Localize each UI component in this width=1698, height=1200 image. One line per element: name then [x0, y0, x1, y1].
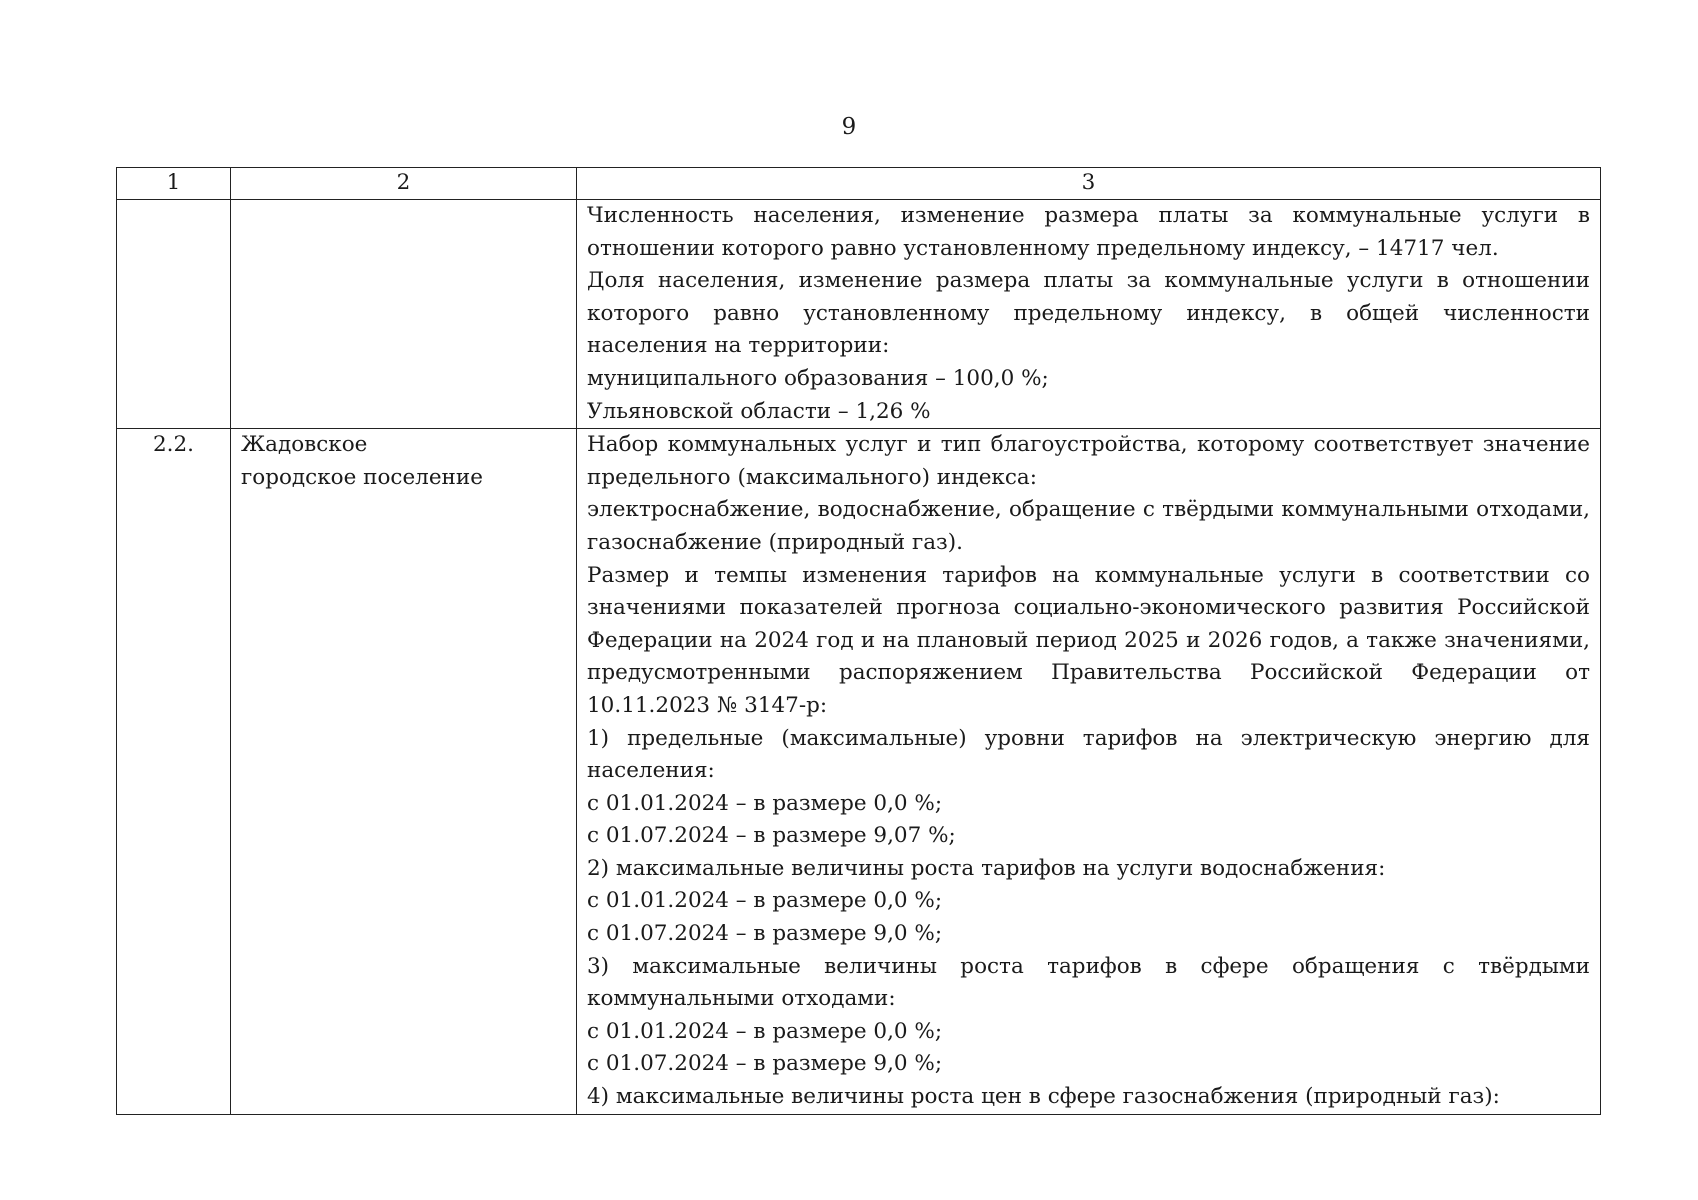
row-name-cell — [231, 429, 577, 1114]
content-line: с 01.07.2024 – в размере 9,07 %; — [587, 823, 956, 849]
tariff-table — [116, 167, 1601, 1115]
settlement-name-line: городское поселение — [241, 464, 483, 490]
content-line: с 01.01.2024 – в размере 0,0 %; — [587, 790, 943, 816]
column-header-3: 3 — [577, 168, 1601, 200]
content-line: Ульяновской области – 1,26 % — [587, 398, 931, 424]
content-paragraph: 3) максимальные величины роста тарифов в сфере обращения с твёрдыми коммунальными отходами: — [587, 953, 1590, 1012]
content-paragraph: Численность населения, изменение размера платы за коммунальные услуги в отношении которого равно установленному предельному индексу, – 14717 чел. — [587, 203, 1590, 261]
content-line: 2) максимальные величины роста тарифов на услуги водоснабжения: — [587, 855, 1386, 881]
content-paragraph: Размер и темпы изменения тарифов на коммунальные услуги в соответствии со значениями показателей прогноза социально-экономического развития Российской Федерации на 2024 год и на плановый период 2025 и 2026 годов, а также значениями, предусмотренными распоряжением Правительства Российской Федерации от 10.11.2023 № 3147-р: — [587, 562, 1590, 718]
content-paragraph: Доля населения, изменение размера платы за коммунальные услуги в отношении которого равно установленному предельному индексу, в общей численности населения на территории: — [587, 268, 1590, 359]
content-paragraph: электроснабжение, водоснабжение, обращение с твёрдыми коммунальными отходами, газоснабжение (природный газ). — [587, 497, 1590, 555]
table-header-row — [117, 168, 1601, 200]
settlement-name-line: Жадовское — [241, 432, 368, 458]
content-line: муниципального образования – 100,0 %; — [587, 365, 1049, 391]
content-paragraph: 1) предельные (максимальные) уровни тарифов на электрическую энергию для населения: — [587, 725, 1590, 784]
table-row — [117, 429, 1601, 1114]
row-content-cell — [577, 429, 1601, 1114]
page-number: 9 — [841, 114, 857, 140]
row-number-cell: 2.2. — [117, 429, 231, 1114]
row-content-cell — [577, 200, 1601, 429]
content-line: с 01.01.2024 – в размере 0,0 %; — [587, 1018, 943, 1044]
content-line: с 01.01.2024 – в размере 0,0 %; — [587, 888, 943, 914]
column-header-2: 2 — [231, 168, 577, 200]
column-header-1: 1 — [117, 168, 231, 200]
row-number-cell — [117, 200, 231, 429]
content-line: 4) максимальные величины роста цен в сфере газоснабжения (природный газ): — [587, 1084, 1500, 1110]
content-line: с 01.07.2024 – в размере 9,0 %; — [587, 921, 943, 947]
content-line: с 01.07.2024 – в размере 9,0 %; — [587, 1051, 943, 1077]
row-name-cell — [231, 200, 577, 429]
table-row — [117, 200, 1601, 429]
content-paragraph: Набор коммунальных услуг и тип благоустройства, которому соответствует значение предельного (максимального) индекса: — [587, 432, 1590, 490]
